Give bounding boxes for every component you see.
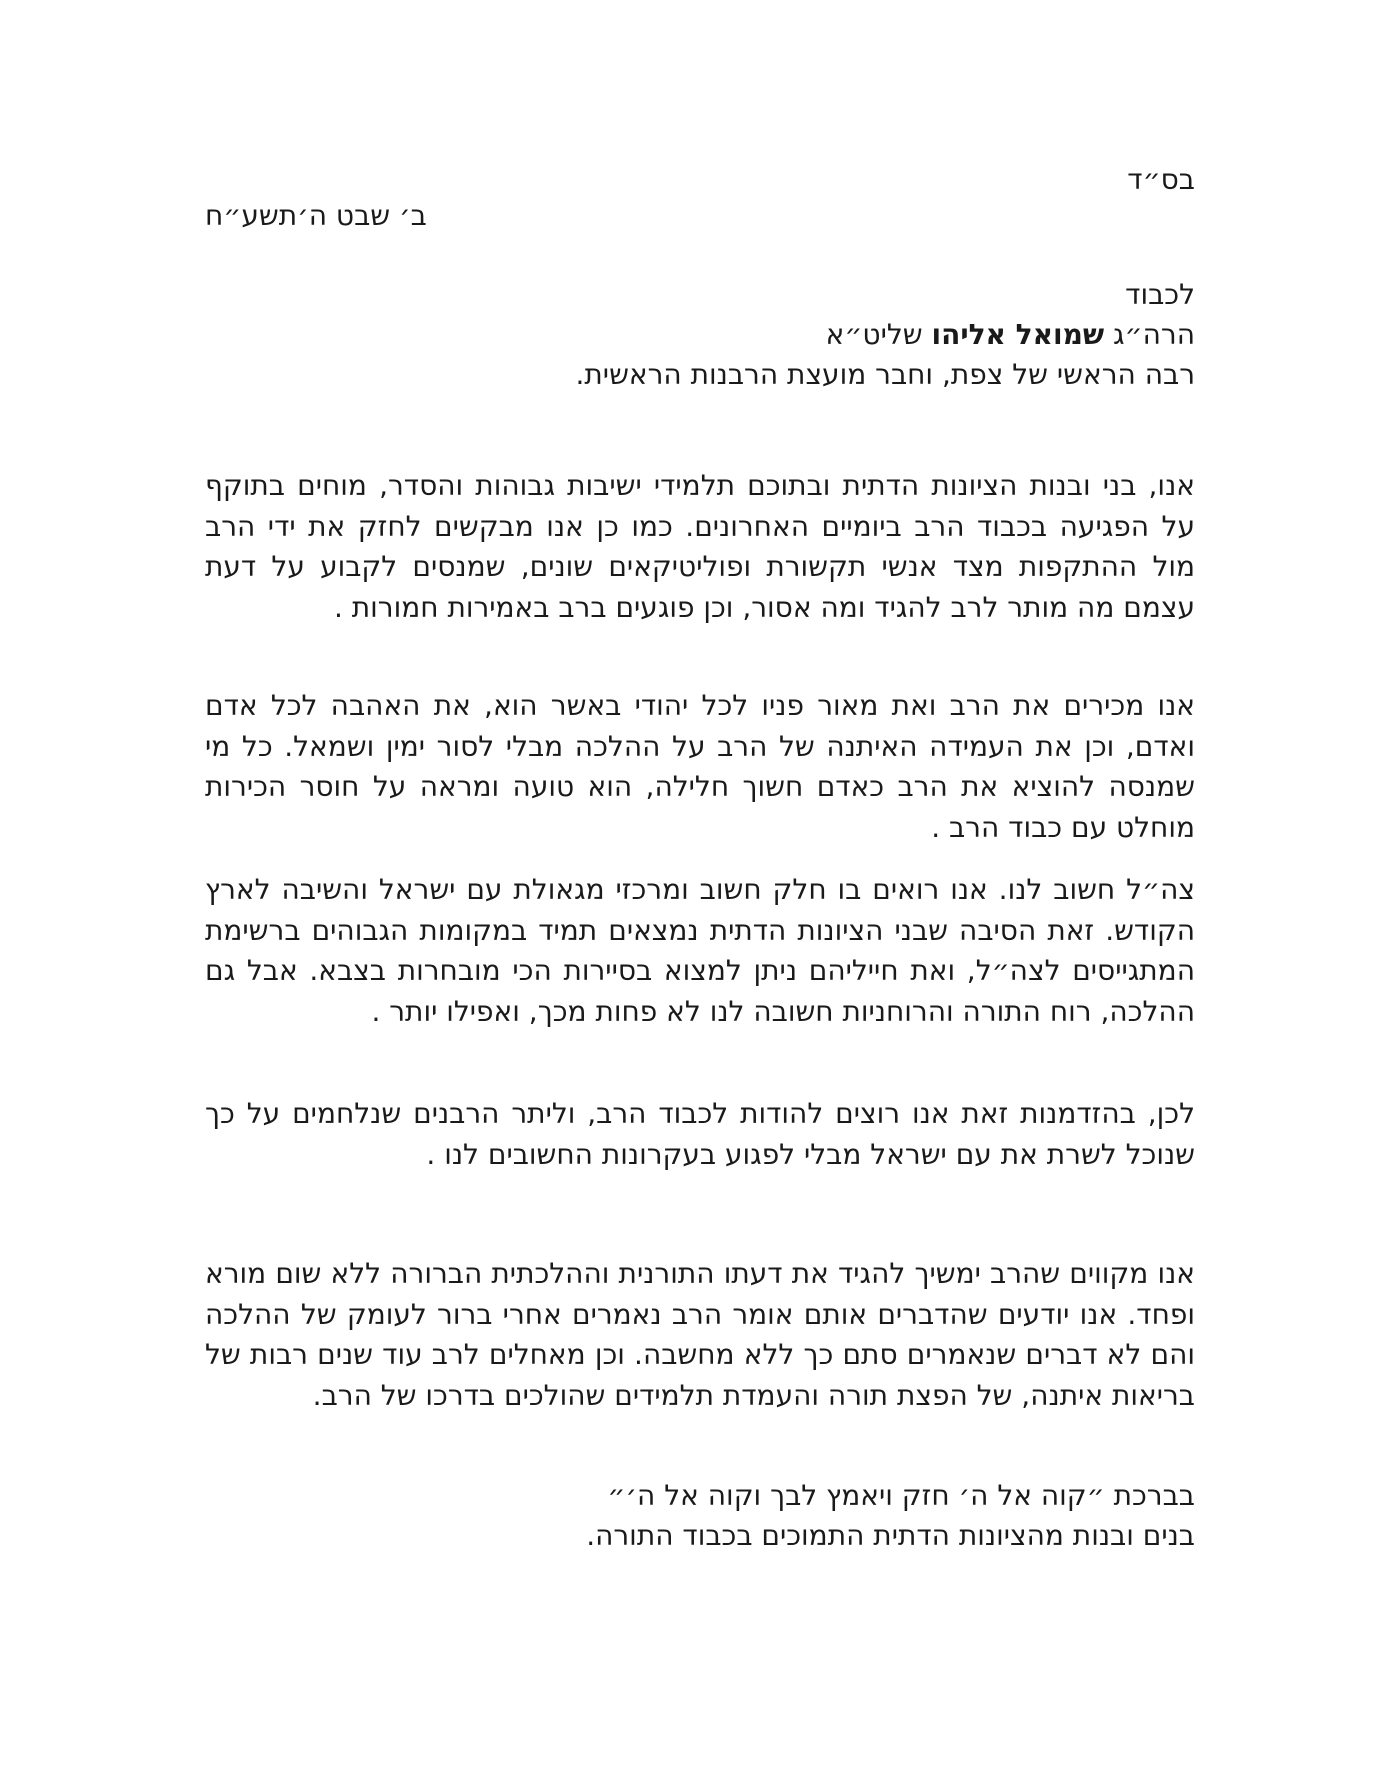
- closing-signature: בנים ובנות מהציונות הדתית התמוכים בכבוד התורה.: [586, 1519, 1195, 1552]
- addressee-salutation: לכבוד: [1125, 278, 1195, 311]
- addressee-title-suffix: שליט״א: [825, 318, 923, 351]
- closing-blessing: בברכת ״קוה אל ה׳ חזק ויאמץ לבך וקוה אל ה׳״: [607, 1479, 1195, 1512]
- addressee-role: רבה הראשי של צפת, וחבר מועצת הרבנות הראשית.: [575, 358, 1195, 391]
- letter-date: ב׳ שבט ה׳תשע״ח: [205, 199, 427, 232]
- addressee-name-line: [826, 315, 1195, 355]
- body-paragraph: צה״ל חשוב לנו. אנו רואים בו חלק חשוב ומרכזי מגאולת עם ישראל והשיבה לארץ הקודש. זאת הסיבה שבני הציונות הדתית נמצאים תמיד במקומות הגבוהים ברשימת המתגייסים לצה״ל, ואת חייליהם ניתן למצוא בסיירות הכי מובחרות בצבא. אבל גם ההלכה, רוח התורה והרוחניות חשובה לנו לא פחות מכך, ואפילו יותר .: [205, 873, 1195, 1028]
- body-paragraph: אנו מקווים שהרב ימשיך להגיד את דעתו התורנית וההלכתית הברורה ללא שום מורא ופחד. אנו יודעים שהדברים אותם אומר הרב נאמרים אחרי ברור לעומק של ההלכה והם לא דברים שנאמרים סתם כך ללא מחשבה. וכן מאחלים לרב עוד שנים רבות של בריאות איתנה, של הפצת תורה והעמדת תלמידים שהולכים בדרכו של הרב.: [205, 1257, 1195, 1412]
- body-paragraph: אנו מכירים את הרב ואת מאור פניו לכל יהודי באשר הוא, את האהבה לכל אדם ואדם, וכן את העמידה האיתנה של הרב על ההלכה מבלי לסור ימין ושמאל. כל מי שמנסה להוציא את הרב כאדם חשוך חלילה, הוא טועה ומראה על חוסר הכירות מוחלט עם כבוד הרב .: [205, 689, 1195, 844]
- basad-header: בס״ד: [1127, 163, 1195, 196]
- body-paragraph: לכן, בהזדמנות זאת אנו רוצים להודות לכבוד הרב, וליתר הרבנים שנלחמים על כך שנוכל לשרת את עם ישראל מבלי לפגוע בעקרונות החשובים לנו .: [205, 1097, 1195, 1171]
- body-paragraph: אנו, בני ובנות הציונות הדתית ובתוכם תלמידי ישיבות גבוהות והסדר, מוחים בתוקף על הפגיעה בכבוד הרב ביומיים האחרונים. כמו כן אנו מבקשים לחזק את ידי הרב מול ההתקפות מצד אנשי תקשורת ופוליטיקאים שונים, שמנסים לקבוע על דעת עצמם מה מותר לרב להגיד ומה אסור, וכן פוגעים ברב באמירות חמורות .: [205, 469, 1195, 624]
- addressee-name: שמואל אליהו: [931, 318, 1105, 351]
- addressee-title-prefix: הרה״ג: [1113, 318, 1195, 351]
